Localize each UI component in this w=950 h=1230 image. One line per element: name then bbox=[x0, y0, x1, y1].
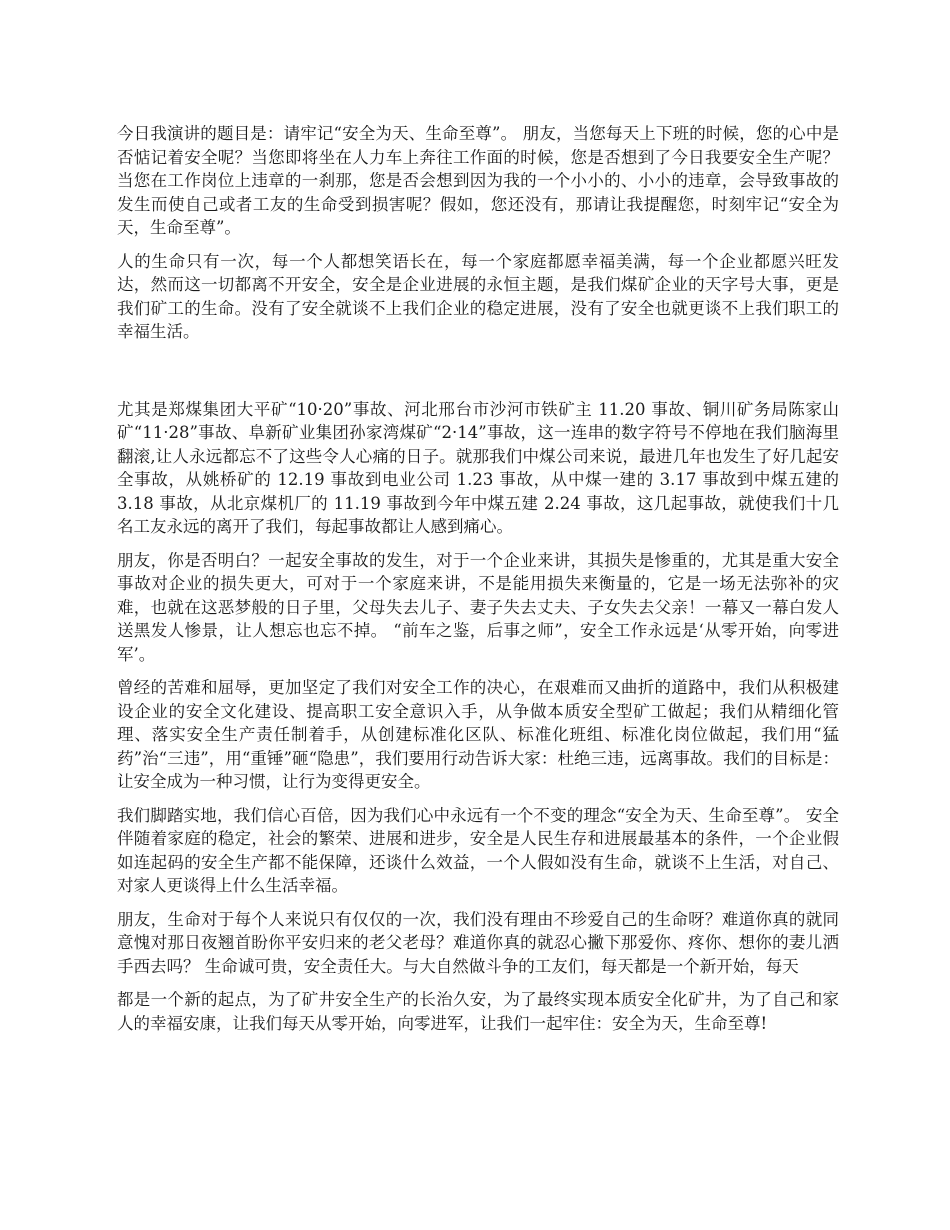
paragraph-5: 曾经的苦难和屈辱，更加坚定了我们对安全工作的决心，在艰难而又曲折的道路中，我们从积极建设企业的安全文化建设、提高职工安全意识入手，从争做本质安全型矿工做起；我们从精细化管理、落实安全生产责任制着手，从创建标准化区队、标准化班组、标准化岗位做起，我们用“猛药”治“三违”，用“重锤”砸“隐患”，我们要用行动告诉大家：杜绝三违，远离事故。我们的目标是：让安全成为一种习惯，让行为变得更安全。 bbox=[117, 678, 839, 791]
paragraph-1: 今日我演讲的题目是：请牢记“安全为天、生命至尊”。 朋友，当您每天上下班的时候，您的心中是否惦记着安全呢？当您即将坐在人力车上奔往工作面的时候，您是否想到了今日我要安全生产呢？当您在工作岗位上违章的一刹那，您是否会想到因为我的一个小小的、小小的违章，会导致事故的发生而使自己或者工友的生命受到损害呢？假如，您还没有，那请让我提醒您，时刻牢记“安全为天，生命至尊”。 bbox=[117, 124, 839, 237]
paragraph-6: 我们脚踏实地，我们信心百倍，因为我们心中永远有一个不变的理念“安全为天、生命至尊”。 安全伴随着家庭的稳定，社会的繁荣、进展和进步，安全是人民生存和进展最基本的条件，一个企业假如连起码的安全生产都不能保障，还谈什么效益，一个人假如没有生命，就谈不上生活，对自己、对家人更谈得上什么生活幸福。 bbox=[117, 805, 839, 895]
paragraph-3: 尤其是郑煤集团大平矿“10·20”事故、河北邢台市沙河市铁矿主 11.20 事故、铜川矿务局陈家山矿“11·28”事故、阜新矿业集团孙家湾煤矿“2·14”事故，这一连串的数字符号不停地在我们脑海里翻滚,让人永远都忘不了这些令人心痛的日子。就那我们中煤公司来说，最进几年也发生了好几起安全事故，从姚桥矿的 12.19 事故到电业公司 1.23 事故，从中煤一建的 3.17 事故到中煤五建的 3.18 事故，从北京煤机厂的 11.19 事故到今年中煤五建 2.24 事故，这几起事故，就使我们十几名工友永远的离开了我们，每起事故都让人感到痛心。 bbox=[117, 399, 839, 536]
document-body bbox=[117, 122, 839, 1045]
paragraph-spacer bbox=[117, 354, 839, 398]
paragraph-8: 都是一个新的起点，为了矿井安全生产的长治久安，为了最终实现本质安全化矿井，为了自己和家人的幸福安康，让我们每天从零开始，向零进军，让我们一起牢住：安全为天，生命至尊! bbox=[117, 990, 839, 1033]
paragraph-2: 人的生命只有一次，每一个人都想笑语长在，每一个家庭都愿幸福美满，每一个企业都愿兴旺发达，然而这一切都离不开安全，安全是企业进展的永恒主题，是我们煤矿企业的天字号大事，更是我们矿工的生命。没有了安全就谈不上我们企业的稳定进展，没有了安全也就更谈不上我们职工的幸福生活。 bbox=[117, 251, 839, 341]
paragraph-4: 朋友，你是否明白？一起安全事故的发生，对于一个企业来讲，其损失是惨重的，尤其是重大安全事故对企业的损失更大，可对于一个家庭来讲，不是能用损失来衡量的，它是一场无法弥补的灾难，也就在这恶梦般的日子里，父母失去儿子、妻子失去丈夫、子女失去父亲！一幕又一幕白发人送黑发人惨景，让人想忘也忘不掉。 “前车之鉴，后事之师”，安全工作永远是‘从零开始，向零进军’。 bbox=[117, 550, 839, 664]
paragraph-7: 朋友，生命对于每个人来说只有仅仅的一次，我们没有理由不珍爱自己的生命呀？难道你真的就同意愧对那日夜翘首盼你平安归来的老父老母？难道你真的就忍心撇下那爱你、疼你、想你的妻儿洒手西去吗？ 生命诚可贵，安全责任大。与大自然做斗争的工友们，每天都是一个新开始，每天 bbox=[117, 909, 839, 976]
